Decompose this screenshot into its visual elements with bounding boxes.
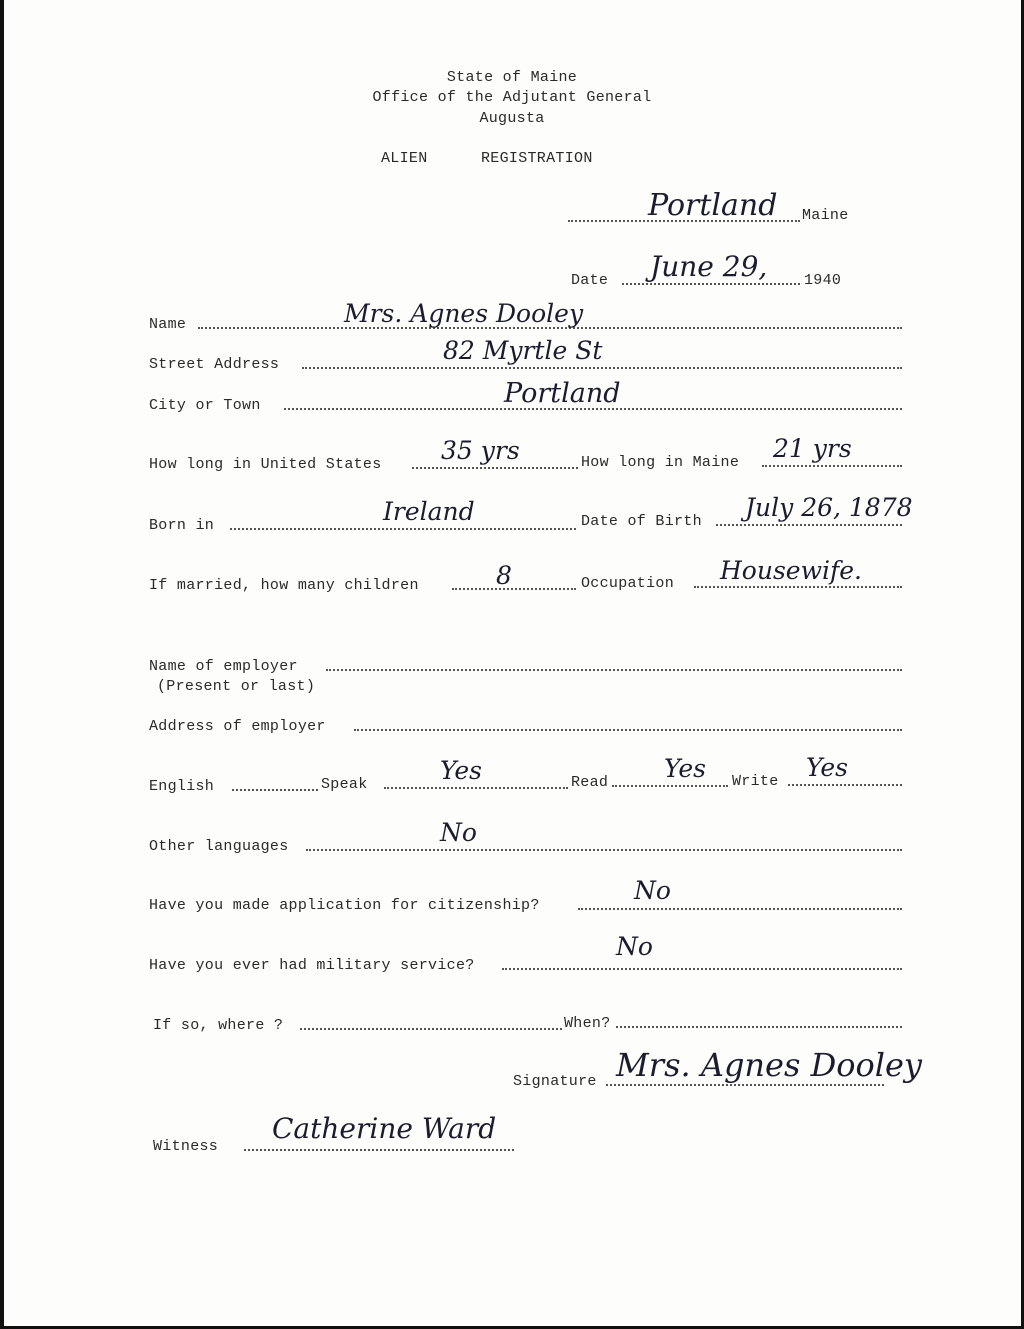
date-year: 1940	[804, 272, 842, 289]
employer-address-label: Address of employer	[149, 718, 326, 735]
speak-value: Yes	[440, 756, 482, 785]
other-languages-dots	[306, 849, 902, 851]
where-label: If so, where ?	[153, 1017, 284, 1034]
born-label: Born in	[149, 517, 215, 534]
header-office: Office of the Adjutant General	[372, 89, 652, 106]
write-label: Write	[732, 773, 779, 790]
street-value: 82 Myrtle St	[443, 336, 603, 365]
header-state: State of Maine	[446, 69, 578, 86]
read-label: Read	[571, 774, 609, 791]
employer-dots	[326, 669, 902, 671]
signature-value: Mrs. Agnes Dooley	[616, 1046, 922, 1084]
witness-dots	[244, 1149, 514, 1151]
employer-address-dots	[354, 729, 902, 731]
form-title-registration: REGISTRATION	[481, 150, 593, 167]
citizenship-dots	[578, 908, 902, 910]
place-value: Portland	[648, 188, 778, 223]
english-dots-1	[232, 789, 318, 791]
name-label: Name	[149, 316, 187, 333]
us-duration-value: 35 yrs	[441, 436, 520, 465]
when-label: When?	[564, 1015, 611, 1032]
scan-edge-left	[0, 0, 4, 1329]
write-dots	[788, 784, 902, 786]
speak-label: Speak	[321, 776, 368, 793]
english-label: English	[149, 778, 215, 795]
dob-value: July 26, 1878	[745, 493, 913, 522]
children-value: 8	[496, 561, 512, 590]
street-dots	[302, 367, 902, 369]
read-dots	[612, 785, 728, 787]
street-label: Street Address	[149, 356, 280, 373]
us-duration-label: How long in United States	[149, 456, 382, 473]
occupation-dots	[694, 586, 902, 588]
other-languages-value: No	[440, 818, 477, 847]
where-dots	[300, 1028, 562, 1030]
citizenship-label: Have you made application for citizenship?	[149, 897, 540, 914]
write-value: Yes	[806, 753, 848, 782]
maine-duration-value: 21 yrs	[773, 434, 852, 463]
employer-label: Name of employer	[149, 658, 298, 675]
children-label: If married, how many children	[149, 577, 419, 594]
header-city: Augusta	[479, 110, 545, 127]
dob-dots	[716, 524, 902, 526]
form-title-alien: ALIEN	[381, 150, 428, 167]
occupation-label: Occupation	[581, 575, 675, 592]
maine-duration-label: How long in Maine	[581, 454, 740, 471]
born-value: Ireland	[383, 497, 475, 526]
name-value: Mrs. Agnes Dooley	[344, 299, 584, 328]
date-dots	[622, 283, 800, 285]
city-value: Portland	[504, 378, 621, 409]
date-label: Date	[571, 272, 609, 289]
speak-dots	[384, 787, 568, 789]
employer-sublabel: (Present or last)	[157, 678, 316, 695]
children-dots	[452, 588, 576, 590]
born-dots	[230, 528, 576, 530]
signature-label: Signature	[513, 1073, 597, 1090]
signature-dots	[606, 1084, 884, 1086]
dob-label: Date of Birth	[581, 513, 702, 530]
when-dots	[616, 1026, 902, 1028]
witness-label: Witness	[153, 1138, 219, 1155]
military-dots	[502, 968, 902, 970]
other-languages-label: Other languages	[149, 838, 289, 855]
maine-duration-dots	[762, 465, 902, 467]
date-value: June 29,	[650, 250, 768, 283]
read-value: Yes	[664, 754, 706, 783]
place-suffix: Maine	[802, 207, 849, 224]
citizenship-value: No	[634, 876, 671, 905]
military-value: No	[616, 932, 653, 961]
military-label: Have you ever had military service?	[149, 957, 475, 974]
us-duration-dots	[412, 467, 578, 469]
city-label: City or Town	[149, 397, 261, 414]
witness-value: Catherine Ward	[272, 1112, 497, 1145]
occupation-value: Housewife.	[720, 556, 862, 585]
